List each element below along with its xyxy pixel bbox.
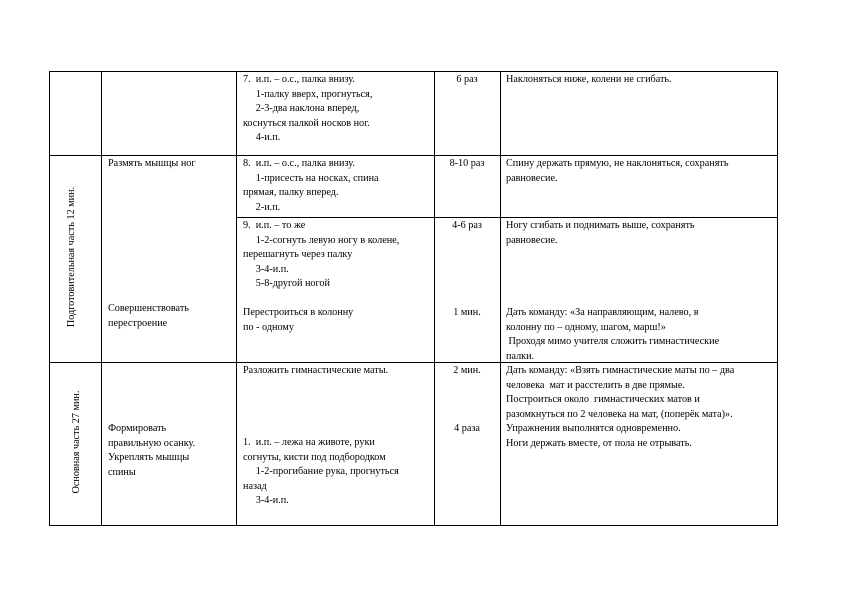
notes-cell: Дать команду: «За направляющим, налево, в колонну по – одному, шагом, марш!» Проходя мимо учителя сложить гимнастические палки. bbox=[506, 307, 720, 362]
section-label-prep: Подготовительная часть 12 мин. bbox=[66, 186, 77, 328]
dosage-cell: 1 мин. bbox=[453, 307, 481, 318]
column-divider bbox=[101, 71, 102, 526]
notes-cell: Наклоняться ниже, колени не сгибать. bbox=[506, 74, 672, 85]
dosage-cell: 8-10 раз bbox=[449, 158, 485, 169]
task-cell: Формировать правильную осанку. Укреплять мышцы спины bbox=[108, 423, 196, 478]
dosage-cell: 6 раз bbox=[456, 74, 478, 85]
table-border-top bbox=[49, 71, 778, 72]
notes-cell: Ногу сгибать и поднимать выше, сохранять равновесие. bbox=[506, 220, 695, 246]
exercise-cell: 9. и.п. – то же 1-2-согнуть левую ногу в колене, перешагнуть через палку 3-4-и.п. 5-8-другой ногой bbox=[243, 220, 400, 290]
row-divider bbox=[236, 217, 778, 218]
exercise-cell: Перестроиться в колонну по - одному bbox=[243, 307, 354, 333]
table-border-left bbox=[49, 71, 50, 526]
table-border-right bbox=[777, 71, 778, 526]
column-divider bbox=[236, 71, 237, 526]
dosage-cell: 2 мин. bbox=[453, 365, 481, 376]
task-cell: Размять мышцы ног bbox=[108, 158, 196, 169]
dosage-cell: 4-6 раз bbox=[452, 220, 482, 231]
exercise-cell: 1. и.п. – лежа на животе, руки согнуты, кисти под подбородком 1-2-прогибание рука, прогнуться назад 3-4-и.п. bbox=[243, 437, 399, 507]
dosage-cell: 4 раза bbox=[454, 423, 480, 434]
exercise-cell: 7. и.п. – о.с., палка внизу. 1-палку вверх, прогнуться, 2-3-два наклона вперед, коснуться палкой носков ног. 4-и.п. bbox=[243, 74, 373, 144]
table-border-bottom bbox=[49, 525, 778, 526]
row-divider bbox=[49, 155, 778, 156]
task-cell: Совершенствовать перестроение bbox=[108, 303, 189, 329]
section-label-main: Основная часть 27 мин. bbox=[71, 390, 82, 494]
notes-cell: Спину держать прямую, не наклоняться, сохранять равновесие. bbox=[506, 158, 729, 184]
exercise-cell: 8. и.п. – о.с., палка внизу. 1-присесть на носках, спина прямая, палку вперед. 2-и.п. bbox=[243, 158, 379, 213]
exercise-cell: Разложить гимнастические маты. bbox=[243, 365, 389, 376]
column-divider bbox=[434, 71, 435, 526]
column-divider bbox=[500, 71, 501, 526]
notes-cell: Дать команду: «Взять гимнастические маты по – два человека мат и расстелить в две прямые. Построиться около гимнастических матов и разомкнуться по 2 человека на мат, (поперёк мата)». Упражнения выполнятся одновременно. Ноги держать вместе, от пола не отрывать. bbox=[506, 365, 735, 449]
